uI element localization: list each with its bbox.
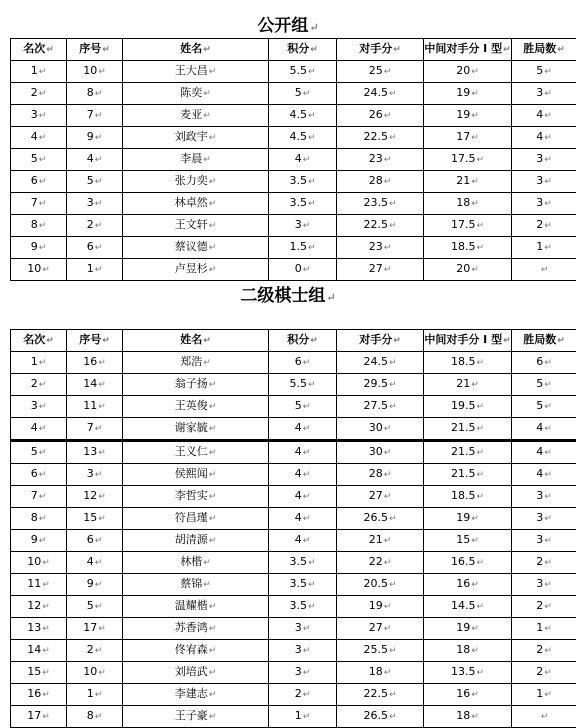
header-score: 积分↵ <box>269 330 337 352</box>
seat-number-cell: 5↵ <box>67 171 123 193</box>
opponent-score-cell: 26.5↵ <box>337 508 424 530</box>
wins-cell: 3↵ <box>512 171 576 193</box>
median-buchholz-cell: 18↵ <box>424 640 512 662</box>
rank-cell: 9↵ <box>11 530 67 552</box>
score-cell: 5↵ <box>269 396 337 418</box>
table-row <box>11 396 576 418</box>
seat-number-cell: 8↵ <box>67 706 123 728</box>
opponent-score-cell: 27.5↵ <box>337 396 424 418</box>
wins-cell: ↵ <box>512 259 576 281</box>
opponent-score-cell: 23.5↵ <box>337 193 424 215</box>
opponent-score-cell: 22.5↵ <box>337 215 424 237</box>
seat-number-cell: 2↵ <box>67 640 123 662</box>
median-buchholz-cell: 18↵ <box>424 193 512 215</box>
header-median-buchholz: 中间对手分 I 型↵ <box>424 39 512 61</box>
opponent-score-cell: 22.5↵ <box>337 684 424 706</box>
opponent-score-cell: 25.5↵ <box>337 640 424 662</box>
wins-cell: 2↵ <box>512 552 576 574</box>
seat-number-cell: 17↵ <box>67 618 123 640</box>
wins-cell: 3↵ <box>512 83 576 105</box>
score-cell: 4.5↵ <box>269 127 337 149</box>
table-row <box>11 259 576 281</box>
rank-cell: 3↵ <box>11 396 67 418</box>
seat-number-cell: 5↵ <box>67 596 123 618</box>
opponent-score-cell: 28↵ <box>337 464 424 486</box>
wins-cell: 1↵ <box>512 684 576 706</box>
player-name-cell: 王大昌↵ <box>123 61 269 83</box>
player-name-cell: 苏香鸿↵ <box>123 618 269 640</box>
wins-cell: 3↵ <box>512 193 576 215</box>
seat-number-cell: 14↵ <box>67 374 123 396</box>
player-name-cell: 王子豪↵ <box>123 706 269 728</box>
score-cell: 4↵ <box>269 441 337 464</box>
table-row <box>11 215 576 237</box>
second-group-table <box>10 329 576 728</box>
seat-number-cell: 13↵ <box>67 441 123 464</box>
table-row <box>11 127 576 149</box>
score-cell: 4↵ <box>269 149 337 171</box>
rank-cell: 2↵ <box>11 83 67 105</box>
table-row <box>11 171 576 193</box>
rank-cell: 3↵ <box>11 105 67 127</box>
median-buchholz-cell: 19↵ <box>424 83 512 105</box>
median-buchholz-cell: 15↵ <box>424 530 512 552</box>
wins-cell: 2↵ <box>512 640 576 662</box>
seat-number-cell: 1↵ <box>67 259 123 281</box>
rank-cell: 14↵ <box>11 640 67 662</box>
header-opponent-score: 对手分↵ <box>337 330 424 352</box>
score-cell: 4↵ <box>269 486 337 508</box>
table-row <box>11 464 576 486</box>
wins-cell: 4↵ <box>512 464 576 486</box>
header-rank: 名次↵ <box>11 330 67 352</box>
median-buchholz-cell: 21↵ <box>424 171 512 193</box>
opponent-score-cell: 30↵ <box>337 441 424 464</box>
opponent-score-cell: 27↵ <box>337 618 424 640</box>
player-name-cell: 佟宥森↵ <box>123 640 269 662</box>
score-cell: 4↵ <box>269 508 337 530</box>
wins-cell: 6↵ <box>512 352 576 374</box>
opponent-score-cell: 27↵ <box>337 259 424 281</box>
player-name-cell: 谢家毓↵ <box>123 418 269 441</box>
table-row <box>11 237 576 259</box>
rank-cell: 11↵ <box>11 574 67 596</box>
score-cell: 4↵ <box>269 530 337 552</box>
table-row <box>11 640 576 662</box>
table-row <box>11 684 576 706</box>
score-cell: 5↵ <box>269 83 337 105</box>
rank-cell: 8↵ <box>11 508 67 530</box>
opponent-score-cell: 23↵ <box>337 237 424 259</box>
table-row <box>11 61 576 83</box>
wins-cell: 4↵ <box>512 127 576 149</box>
median-buchholz-cell: 19↵ <box>424 105 512 127</box>
table-row <box>11 83 576 105</box>
player-name-cell: 胡清源↵ <box>123 530 269 552</box>
opponent-score-cell: 23↵ <box>337 149 424 171</box>
player-name-cell: 王义仁↵ <box>123 441 269 464</box>
opponent-score-cell: 26.5↵ <box>337 706 424 728</box>
wins-cell: ↵ <box>512 706 576 728</box>
player-name-cell: 蔡议德↵ <box>123 237 269 259</box>
player-name-cell: 林楷↵ <box>123 552 269 574</box>
rank-cell: 1↵ <box>11 61 67 83</box>
score-cell: 3.5↵ <box>269 193 337 215</box>
seat-number-cell: 9↵ <box>67 127 123 149</box>
player-name-cell: 麦亚↵ <box>123 105 269 127</box>
header-opponent-score: 对手分↵ <box>337 39 424 61</box>
median-buchholz-cell: 18↵ <box>424 706 512 728</box>
table-row <box>11 574 576 596</box>
median-buchholz-cell: 20↵ <box>424 259 512 281</box>
table-row <box>11 596 576 618</box>
header-seat-number: 序号↵ <box>67 330 123 352</box>
wins-cell: 4↵ <box>512 418 576 441</box>
player-name-cell: 翁子扬↵ <box>123 374 269 396</box>
seat-number-cell: 12↵ <box>67 486 123 508</box>
score-cell: 3↵ <box>269 215 337 237</box>
score-cell: 5.5↵ <box>269 374 337 396</box>
player-name-cell: 张力奕↵ <box>123 171 269 193</box>
player-name-cell: 蔡锦↵ <box>123 574 269 596</box>
table-row <box>11 193 576 215</box>
player-name-cell: 郑浩↵ <box>123 352 269 374</box>
median-buchholz-cell: 21.5↵ <box>424 464 512 486</box>
table-row <box>11 486 576 508</box>
table-row <box>11 552 576 574</box>
opponent-score-cell: 25↵ <box>337 61 424 83</box>
table-row <box>11 508 576 530</box>
table-row <box>11 105 576 127</box>
score-cell: 3.5↵ <box>269 596 337 618</box>
header-wins: 胜局数↵ <box>512 39 576 61</box>
rank-cell: 10↵ <box>11 259 67 281</box>
opponent-score-cell: 28↵ <box>337 171 424 193</box>
wins-cell: 2↵ <box>512 662 576 684</box>
score-cell: 3↵ <box>269 640 337 662</box>
seat-number-cell: 2↵ <box>67 215 123 237</box>
rank-cell: 13↵ <box>11 618 67 640</box>
median-buchholz-cell: 13.5↵ <box>424 662 512 684</box>
rank-cell: 7↵ <box>11 486 67 508</box>
opponent-score-cell: 18↵ <box>337 662 424 684</box>
score-cell: 4.5↵ <box>269 105 337 127</box>
median-buchholz-cell: 16↵ <box>424 574 512 596</box>
seat-number-cell: 7↵ <box>67 418 123 441</box>
score-cell: 5.5↵ <box>269 61 337 83</box>
rank-cell: 6↵ <box>11 464 67 486</box>
table-row <box>11 352 576 374</box>
header-median-buchholz: 中间对手分 I 型↵ <box>424 330 512 352</box>
table-row <box>11 618 576 640</box>
score-cell: 3.5↵ <box>269 574 337 596</box>
median-buchholz-cell: 18.5↵ <box>424 352 512 374</box>
rank-cell: 5↵ <box>11 441 67 464</box>
median-buchholz-cell: 16.5↵ <box>424 552 512 574</box>
rank-cell: 12↵ <box>11 596 67 618</box>
median-buchholz-cell: 16↵ <box>424 684 512 706</box>
rank-cell: 2↵ <box>11 374 67 396</box>
seat-number-cell: 3↵ <box>67 193 123 215</box>
table-row <box>11 706 576 728</box>
player-name-cell: 李晨↵ <box>123 149 269 171</box>
seat-number-cell: 10↵ <box>67 662 123 684</box>
seat-number-cell: 16↵ <box>67 352 123 374</box>
opponent-score-cell: 29.5↵ <box>337 374 424 396</box>
seat-number-cell: 10↵ <box>67 61 123 83</box>
median-buchholz-cell: 17.5↵ <box>424 215 512 237</box>
table-header-row <box>11 330 576 352</box>
wins-cell: 3↵ <box>512 508 576 530</box>
opponent-score-cell: 26↵ <box>337 105 424 127</box>
score-cell: 3.5↵ <box>269 552 337 574</box>
score-cell: 2↵ <box>269 684 337 706</box>
rank-cell: 5↵ <box>11 149 67 171</box>
score-cell: 1.5↵ <box>269 237 337 259</box>
median-buchholz-cell: 21↵ <box>424 374 512 396</box>
rank-cell: 7↵ <box>11 193 67 215</box>
rank-cell: 4↵ <box>11 418 67 441</box>
opponent-score-cell: 24.5↵ <box>337 83 424 105</box>
table-row <box>11 530 576 552</box>
rank-cell: 9↵ <box>11 237 67 259</box>
wins-cell: 1↵ <box>512 237 576 259</box>
rank-cell: 16↵ <box>11 684 67 706</box>
player-name-cell: 李建志↵ <box>123 684 269 706</box>
median-buchholz-cell: 19↵ <box>424 508 512 530</box>
header-player-name: 姓名↵ <box>123 330 269 352</box>
median-buchholz-cell: 19↵ <box>424 618 512 640</box>
player-name-cell: 温耀楷↵ <box>123 596 269 618</box>
score-cell: 4↵ <box>269 464 337 486</box>
player-name-cell: 王文轩↵ <box>123 215 269 237</box>
wins-cell: 3↵ <box>512 486 576 508</box>
table-row <box>11 149 576 171</box>
table-row <box>11 662 576 684</box>
player-name-cell: 林卓然↵ <box>123 193 269 215</box>
header-score: 积分↵ <box>269 39 337 61</box>
table-row <box>11 441 576 464</box>
seat-number-cell: 6↵ <box>67 237 123 259</box>
opponent-score-cell: 22↵ <box>337 552 424 574</box>
opponent-score-cell: 19↵ <box>337 596 424 618</box>
wins-cell: 3↵ <box>512 530 576 552</box>
player-name-cell: 王英俊↵ <box>123 396 269 418</box>
rank-cell: 8↵ <box>11 215 67 237</box>
median-buchholz-cell: 14.5↵ <box>424 596 512 618</box>
median-buchholz-cell: 21.5↵ <box>424 441 512 464</box>
header-seat-number: 序号↵ <box>67 39 123 61</box>
seat-number-cell: 6↵ <box>67 530 123 552</box>
player-name-cell: 侯熙闻↵ <box>123 464 269 486</box>
header-rank: 名次↵ <box>11 39 67 61</box>
seat-number-cell: 8↵ <box>67 83 123 105</box>
header-wins: 胜局数↵ <box>512 330 576 352</box>
rank-cell: 10↵ <box>11 552 67 574</box>
second-group-title: 二级棋士组↵ <box>0 285 576 307</box>
player-name-cell: 陈奕↵ <box>123 83 269 105</box>
seat-number-cell: 9↵ <box>67 574 123 596</box>
score-cell: 3↵ <box>269 618 337 640</box>
table-header-row <box>11 39 576 61</box>
score-cell: 6↵ <box>269 352 337 374</box>
open-group-table <box>10 38 576 281</box>
score-cell: 4↵ <box>269 418 337 441</box>
score-cell: 0↵ <box>269 259 337 281</box>
rank-cell: 6↵ <box>11 171 67 193</box>
wins-cell: 4↵ <box>512 105 576 127</box>
wins-cell: 4↵ <box>512 441 576 464</box>
opponent-score-cell: 21↵ <box>337 530 424 552</box>
wins-cell: 5↵ <box>512 374 576 396</box>
rank-cell: 17↵ <box>11 706 67 728</box>
opponent-score-cell: 22.5↵ <box>337 127 424 149</box>
wins-cell: 3↵ <box>512 574 576 596</box>
player-name-cell: 刘政宇↵ <box>123 127 269 149</box>
median-buchholz-cell: 17↵ <box>424 127 512 149</box>
table-row <box>11 418 576 441</box>
seat-number-cell: 4↵ <box>67 552 123 574</box>
median-buchholz-cell: 18.5↵ <box>424 486 512 508</box>
wins-cell: 5↵ <box>512 61 576 83</box>
opponent-score-cell: 27↵ <box>337 486 424 508</box>
median-buchholz-cell: 18.5↵ <box>424 237 512 259</box>
player-name-cell: 符昌瑾↵ <box>123 508 269 530</box>
wins-cell: 1↵ <box>512 618 576 640</box>
seat-number-cell: 4↵ <box>67 149 123 171</box>
median-buchholz-cell: 20↵ <box>424 61 512 83</box>
table-row <box>11 374 576 396</box>
open-group-title: 公开组↵ <box>0 15 576 37</box>
opponent-score-cell: 24.5↵ <box>337 352 424 374</box>
wins-cell: 3↵ <box>512 149 576 171</box>
seat-number-cell: 15↵ <box>67 508 123 530</box>
seat-number-cell: 1↵ <box>67 684 123 706</box>
player-name-cell: 刘培武↵ <box>123 662 269 684</box>
player-name-cell: 卢昱杉↵ <box>123 259 269 281</box>
median-buchholz-cell: 17.5↵ <box>424 149 512 171</box>
opponent-score-cell: 20.5↵ <box>337 574 424 596</box>
wins-cell: 5↵ <box>512 396 576 418</box>
score-cell: 3.5↵ <box>269 171 337 193</box>
score-cell: 1↵ <box>269 706 337 728</box>
wins-cell: 2↵ <box>512 596 576 618</box>
rank-cell: 15↵ <box>11 662 67 684</box>
opponent-score-cell: 30↵ <box>337 418 424 441</box>
seat-number-cell: 7↵ <box>67 105 123 127</box>
wins-cell: 2↵ <box>512 215 576 237</box>
header-player-name: 姓名↵ <box>123 39 269 61</box>
player-name-cell: 李哲实↵ <box>123 486 269 508</box>
seat-number-cell: 11↵ <box>67 396 123 418</box>
rank-cell: 1↵ <box>11 352 67 374</box>
score-cell: 3↵ <box>269 662 337 684</box>
median-buchholz-cell: 21.5↵ <box>424 418 512 441</box>
seat-number-cell: 3↵ <box>67 464 123 486</box>
median-buchholz-cell: 19.5↵ <box>424 396 512 418</box>
rank-cell: 4↵ <box>11 127 67 149</box>
